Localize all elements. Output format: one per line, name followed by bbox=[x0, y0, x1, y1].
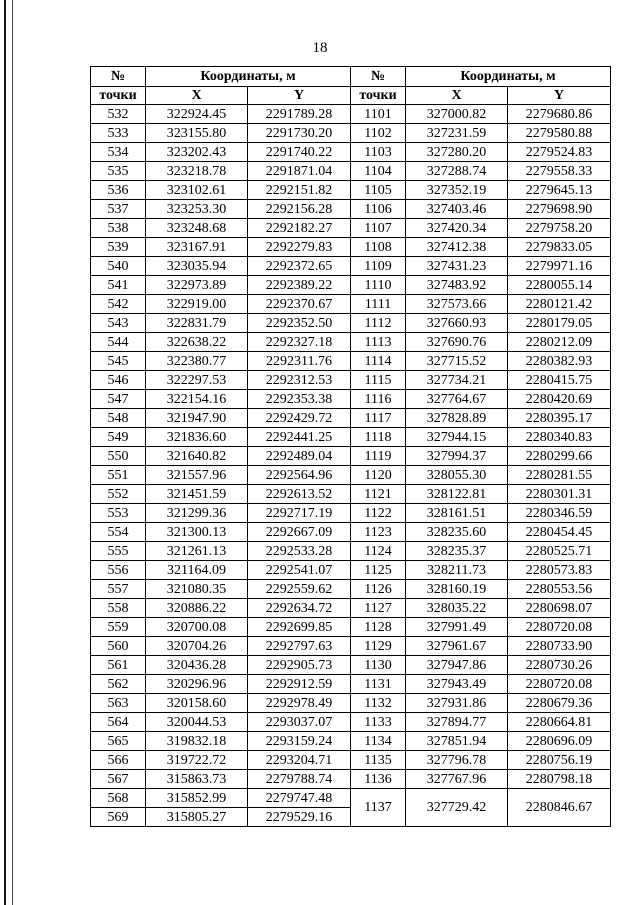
x-value: 322973.89 bbox=[146, 276, 248, 295]
point-number: 545 bbox=[91, 352, 146, 371]
x-value: 327961.67 bbox=[406, 637, 508, 656]
x-value: 323167.91 bbox=[146, 238, 248, 257]
y-value: 2292717.19 bbox=[248, 504, 351, 523]
table-row bbox=[91, 105, 611, 124]
table-body bbox=[91, 105, 611, 827]
x-value: 327412.38 bbox=[406, 238, 508, 257]
y-value: 2280299.66 bbox=[508, 447, 611, 466]
point-number: 1104 bbox=[351, 162, 406, 181]
y-value: 2292441.25 bbox=[248, 428, 351, 447]
point-number: 1119 bbox=[351, 447, 406, 466]
point-number: 554 bbox=[91, 523, 146, 542]
point-number: 1102 bbox=[351, 124, 406, 143]
point-number: 544 bbox=[91, 333, 146, 352]
point-number: 1131 bbox=[351, 675, 406, 694]
x-value: 328235.37 bbox=[406, 542, 508, 561]
x-value: 321080.35 bbox=[146, 580, 248, 599]
y-value: 2280846.67 bbox=[508, 789, 611, 827]
x-value: 327994.37 bbox=[406, 447, 508, 466]
y-value: 2279580.88 bbox=[508, 124, 611, 143]
y-value: 2279680.86 bbox=[508, 105, 611, 124]
y-value: 2292389.22 bbox=[248, 276, 351, 295]
x-value: 322919.00 bbox=[146, 295, 248, 314]
x-value: 315863.73 bbox=[146, 770, 248, 789]
point-number: 1126 bbox=[351, 580, 406, 599]
x-value: 322638.22 bbox=[146, 333, 248, 352]
point-number: 566 bbox=[91, 751, 146, 770]
y-value: 2292370.67 bbox=[248, 295, 351, 314]
y-value: 2292372.65 bbox=[248, 257, 351, 276]
y-value: 2280346.59 bbox=[508, 504, 611, 523]
table-row bbox=[91, 599, 611, 618]
x-value: 327288.74 bbox=[406, 162, 508, 181]
y-value: 2280573.83 bbox=[508, 561, 611, 580]
x-value: 321164.09 bbox=[146, 561, 248, 580]
y-value: 2292634.72 bbox=[248, 599, 351, 618]
x-value: 328035.22 bbox=[406, 599, 508, 618]
y-value: 2293159.24 bbox=[248, 732, 351, 751]
table-row bbox=[91, 751, 611, 770]
x-value: 327991.49 bbox=[406, 618, 508, 637]
x-value: 328122.81 bbox=[406, 485, 508, 504]
x-value: 323218.78 bbox=[146, 162, 248, 181]
point-number-header-left: № bbox=[91, 67, 146, 87]
point-number: 555 bbox=[91, 542, 146, 561]
y-value: 2292429.72 bbox=[248, 409, 351, 428]
y-value: 2280301.31 bbox=[508, 485, 611, 504]
y-value: 2292352.50 bbox=[248, 314, 351, 333]
point-number: 1106 bbox=[351, 200, 406, 219]
table-row bbox=[91, 352, 611, 371]
point-number: 1115 bbox=[351, 371, 406, 390]
table-row bbox=[91, 219, 611, 238]
point-number: 1132 bbox=[351, 694, 406, 713]
table-subheader-row bbox=[91, 87, 611, 105]
x-value: 327796.78 bbox=[406, 751, 508, 770]
table-row bbox=[91, 295, 611, 314]
x-value: 323248.68 bbox=[146, 219, 248, 238]
y-value: 2280055.14 bbox=[508, 276, 611, 295]
x-value: 321300.13 bbox=[146, 523, 248, 542]
y-value: 2292905.73 bbox=[248, 656, 351, 675]
coordinates-table bbox=[90, 66, 611, 827]
x-value: 321947.90 bbox=[146, 409, 248, 428]
point-number: 1114 bbox=[351, 352, 406, 371]
x-value: 315805.27 bbox=[146, 808, 248, 827]
point-number: 537 bbox=[91, 200, 146, 219]
table-row bbox=[91, 523, 611, 542]
point-number: 1121 bbox=[351, 485, 406, 504]
point-number: 1107 bbox=[351, 219, 406, 238]
x-value: 327767.96 bbox=[406, 770, 508, 789]
y-value: 2280698.07 bbox=[508, 599, 611, 618]
y-value: 2279524.83 bbox=[508, 143, 611, 162]
y-value: 2280720.08 bbox=[508, 675, 611, 694]
point-number: 549 bbox=[91, 428, 146, 447]
point-number: 1123 bbox=[351, 523, 406, 542]
y-value: 2280730.26 bbox=[508, 656, 611, 675]
x-header-right: X bbox=[406, 87, 508, 105]
point-number: 541 bbox=[91, 276, 146, 295]
x-value: 323253.30 bbox=[146, 200, 248, 219]
table-row bbox=[91, 694, 611, 713]
y-value: 2280179.05 bbox=[508, 314, 611, 333]
x-value: 321557.96 bbox=[146, 466, 248, 485]
x-value: 327483.92 bbox=[406, 276, 508, 295]
y-value: 2292559.62 bbox=[248, 580, 351, 599]
point-number: 532 bbox=[91, 105, 146, 124]
x-value: 323202.43 bbox=[146, 143, 248, 162]
table-row bbox=[91, 143, 611, 162]
point-label-right: точки bbox=[351, 87, 406, 105]
table-row bbox=[91, 561, 611, 580]
x-value: 320436.28 bbox=[146, 656, 248, 675]
table-row bbox=[91, 789, 611, 808]
y-value: 2292613.52 bbox=[248, 485, 351, 504]
table-row bbox=[91, 257, 611, 276]
table-row bbox=[91, 276, 611, 295]
x-header-left: X bbox=[146, 87, 248, 105]
y-value: 2292151.82 bbox=[248, 181, 351, 200]
point-number: 548 bbox=[91, 409, 146, 428]
x-value: 327420.34 bbox=[406, 219, 508, 238]
table-row bbox=[91, 409, 611, 428]
x-value: 327231.59 bbox=[406, 124, 508, 143]
point-number: 538 bbox=[91, 219, 146, 238]
y-value: 2292699.85 bbox=[248, 618, 351, 637]
table-row bbox=[91, 656, 611, 675]
point-number: 561 bbox=[91, 656, 146, 675]
table-row bbox=[91, 181, 611, 200]
y-value: 2280121.42 bbox=[508, 295, 611, 314]
table-row bbox=[91, 333, 611, 352]
y-value: 2280798.18 bbox=[508, 770, 611, 789]
point-number: 1128 bbox=[351, 618, 406, 637]
point-number: 557 bbox=[91, 580, 146, 599]
point-number: 1110 bbox=[351, 276, 406, 295]
point-number: 1135 bbox=[351, 751, 406, 770]
point-number: 1117 bbox=[351, 409, 406, 428]
point-number: 546 bbox=[91, 371, 146, 390]
point-number: 550 bbox=[91, 447, 146, 466]
x-value: 323035.94 bbox=[146, 257, 248, 276]
x-value: 321451.59 bbox=[146, 485, 248, 504]
y-value: 2280415.75 bbox=[508, 371, 611, 390]
table-row bbox=[91, 447, 611, 466]
point-number: 1118 bbox=[351, 428, 406, 447]
y-value: 2291871.04 bbox=[248, 162, 351, 181]
y-value: 2291730.20 bbox=[248, 124, 351, 143]
table-row bbox=[91, 371, 611, 390]
table-row bbox=[91, 675, 611, 694]
x-value: 327947.86 bbox=[406, 656, 508, 675]
y-value: 2279558.33 bbox=[508, 162, 611, 181]
y-value: 2293204.71 bbox=[248, 751, 351, 770]
table-row bbox=[91, 428, 611, 447]
scan-edge-line bbox=[12, 0, 13, 905]
point-number: 1112 bbox=[351, 314, 406, 333]
x-value: 327828.89 bbox=[406, 409, 508, 428]
y-value: 2280679.36 bbox=[508, 694, 611, 713]
x-value: 322924.45 bbox=[146, 105, 248, 124]
coordinates-header-right: Координаты, м bbox=[406, 67, 611, 87]
x-value: 327660.93 bbox=[406, 314, 508, 333]
x-value: 328211.73 bbox=[406, 561, 508, 580]
point-number: 559 bbox=[91, 618, 146, 637]
y-value: 2292353.38 bbox=[248, 390, 351, 409]
point-number: 1103 bbox=[351, 143, 406, 162]
x-value: 320296.96 bbox=[146, 675, 248, 694]
x-value: 323102.61 bbox=[146, 181, 248, 200]
point-number: 560 bbox=[91, 637, 146, 656]
point-number: 1137 bbox=[351, 789, 406, 827]
y-value: 2292797.63 bbox=[248, 637, 351, 656]
x-value: 323155.80 bbox=[146, 124, 248, 143]
y-value: 2292311.76 bbox=[248, 352, 351, 371]
table-row bbox=[91, 162, 611, 181]
y-value: 2279971.16 bbox=[508, 257, 611, 276]
table-row bbox=[91, 200, 611, 219]
point-number: 547 bbox=[91, 390, 146, 409]
table-row bbox=[91, 238, 611, 257]
x-value: 320044.53 bbox=[146, 713, 248, 732]
x-value: 321836.60 bbox=[146, 428, 248, 447]
y-value: 2280382.93 bbox=[508, 352, 611, 371]
y-value: 2280696.09 bbox=[508, 732, 611, 751]
y-value: 2292533.28 bbox=[248, 542, 351, 561]
table-row bbox=[91, 732, 611, 751]
y-value: 2279758.20 bbox=[508, 219, 611, 238]
y-value: 2280664.81 bbox=[508, 713, 611, 732]
point-number: 1113 bbox=[351, 333, 406, 352]
x-value: 321299.36 bbox=[146, 504, 248, 523]
point-number: 1122 bbox=[351, 504, 406, 523]
point-number: 534 bbox=[91, 143, 146, 162]
y-value: 2280395.17 bbox=[508, 409, 611, 428]
y-value: 2292564.96 bbox=[248, 466, 351, 485]
x-value: 319722.72 bbox=[146, 751, 248, 770]
table-row bbox=[91, 124, 611, 143]
point-number: 540 bbox=[91, 257, 146, 276]
x-value: 322297.53 bbox=[146, 371, 248, 390]
y-value: 2292489.04 bbox=[248, 447, 351, 466]
y-value: 2292327.18 bbox=[248, 333, 351, 352]
point-number: 1134 bbox=[351, 732, 406, 751]
point-number: 1130 bbox=[351, 656, 406, 675]
y-value: 2280212.09 bbox=[508, 333, 611, 352]
x-value: 327894.77 bbox=[406, 713, 508, 732]
y-value: 2279747.48 bbox=[248, 789, 351, 808]
point-number: 556 bbox=[91, 561, 146, 580]
x-value: 321261.13 bbox=[146, 542, 248, 561]
x-value: 315852.99 bbox=[146, 789, 248, 808]
x-value: 327000.82 bbox=[406, 105, 508, 124]
y-value: 2280420.69 bbox=[508, 390, 611, 409]
point-number: 1108 bbox=[351, 238, 406, 257]
y-header-right: Y bbox=[508, 87, 611, 105]
point-number: 1120 bbox=[351, 466, 406, 485]
x-value: 328235.60 bbox=[406, 523, 508, 542]
x-value: 320700.08 bbox=[146, 618, 248, 637]
point-number: 567 bbox=[91, 770, 146, 789]
x-value: 327943.49 bbox=[406, 675, 508, 694]
y-value: 2292312.53 bbox=[248, 371, 351, 390]
y-value: 2292279.83 bbox=[248, 238, 351, 257]
y-value: 2292541.07 bbox=[248, 561, 351, 580]
x-value: 322380.77 bbox=[146, 352, 248, 371]
x-value: 327431.23 bbox=[406, 257, 508, 276]
x-value: 320886.22 bbox=[146, 599, 248, 618]
point-number: 1125 bbox=[351, 561, 406, 580]
point-number: 1101 bbox=[351, 105, 406, 124]
y-value: 2279788.74 bbox=[248, 770, 351, 789]
point-number: 533 bbox=[91, 124, 146, 143]
y-value: 2279833.05 bbox=[508, 238, 611, 257]
x-value: 320704.26 bbox=[146, 637, 248, 656]
table-row bbox=[91, 580, 611, 599]
x-value: 328160.19 bbox=[406, 580, 508, 599]
point-number: 1109 bbox=[351, 257, 406, 276]
y-header-left: Y bbox=[248, 87, 351, 105]
x-value: 327280.20 bbox=[406, 143, 508, 162]
x-value: 327403.46 bbox=[406, 200, 508, 219]
table-row bbox=[91, 542, 611, 561]
x-value: 327715.52 bbox=[406, 352, 508, 371]
x-value: 319832.18 bbox=[146, 732, 248, 751]
y-value: 2280454.45 bbox=[508, 523, 611, 542]
x-value: 321640.82 bbox=[146, 447, 248, 466]
point-label-left: точки bbox=[91, 87, 146, 105]
point-number: 542 bbox=[91, 295, 146, 314]
point-number: 1127 bbox=[351, 599, 406, 618]
x-value: 327729.42 bbox=[406, 789, 508, 827]
point-number: 536 bbox=[91, 181, 146, 200]
y-value: 2292667.09 bbox=[248, 523, 351, 542]
point-number: 1129 bbox=[351, 637, 406, 656]
point-number: 1136 bbox=[351, 770, 406, 789]
y-value: 2291789.28 bbox=[248, 105, 351, 124]
y-value: 2279645.13 bbox=[508, 181, 611, 200]
x-value: 327573.66 bbox=[406, 295, 508, 314]
point-number: 539 bbox=[91, 238, 146, 257]
x-value: 322154.16 bbox=[146, 390, 248, 409]
point-number: 1124 bbox=[351, 542, 406, 561]
x-value: 327764.67 bbox=[406, 390, 508, 409]
x-value: 328161.51 bbox=[406, 504, 508, 523]
y-value: 2280720.08 bbox=[508, 618, 611, 637]
x-value: 328055.30 bbox=[406, 466, 508, 485]
page-number: 18 bbox=[312, 40, 328, 56]
x-value: 327734.21 bbox=[406, 371, 508, 390]
coordinates-header-left: Координаты, м bbox=[146, 67, 351, 87]
y-value: 2280756.19 bbox=[508, 751, 611, 770]
table-header-row bbox=[91, 67, 611, 87]
x-value: 322831.79 bbox=[146, 314, 248, 333]
table-row bbox=[91, 504, 611, 523]
point-number: 551 bbox=[91, 466, 146, 485]
point-number: 563 bbox=[91, 694, 146, 713]
y-value: 2292156.28 bbox=[248, 200, 351, 219]
point-number: 535 bbox=[91, 162, 146, 181]
point-number: 543 bbox=[91, 314, 146, 333]
x-value: 327944.15 bbox=[406, 428, 508, 447]
y-value: 2280553.56 bbox=[508, 580, 611, 599]
table-row bbox=[91, 390, 611, 409]
point-number: 558 bbox=[91, 599, 146, 618]
point-number: 569 bbox=[91, 808, 146, 827]
y-value: 2279698.90 bbox=[508, 200, 611, 219]
point-number: 1116 bbox=[351, 390, 406, 409]
x-value: 327851.94 bbox=[406, 732, 508, 751]
y-value: 2280281.55 bbox=[508, 466, 611, 485]
x-value: 327352.19 bbox=[406, 181, 508, 200]
y-value: 2292182.27 bbox=[248, 219, 351, 238]
y-value: 2279529.16 bbox=[248, 808, 351, 827]
point-number: 562 bbox=[91, 675, 146, 694]
point-number: 1105 bbox=[351, 181, 406, 200]
y-value: 2280340.83 bbox=[508, 428, 611, 447]
x-value: 327931.86 bbox=[406, 694, 508, 713]
table-row bbox=[91, 485, 611, 504]
table-row bbox=[91, 637, 611, 656]
point-number: 553 bbox=[91, 504, 146, 523]
y-value: 2292912.59 bbox=[248, 675, 351, 694]
y-value: 2291740.22 bbox=[248, 143, 351, 162]
point-number: 568 bbox=[91, 789, 146, 808]
x-value: 327690.76 bbox=[406, 333, 508, 352]
point-number: 1111 bbox=[351, 295, 406, 314]
x-value: 320158.60 bbox=[146, 694, 248, 713]
point-number: 564 bbox=[91, 713, 146, 732]
table-row bbox=[91, 466, 611, 485]
table-row bbox=[91, 770, 611, 789]
scan-edge-line bbox=[4, 0, 6, 905]
y-value: 2292978.49 bbox=[248, 694, 351, 713]
point-number-header-right: № bbox=[351, 67, 406, 87]
y-value: 2280733.90 bbox=[508, 637, 611, 656]
y-value: 2280525.71 bbox=[508, 542, 611, 561]
point-number: 1133 bbox=[351, 713, 406, 732]
table-row bbox=[91, 314, 611, 333]
table-row bbox=[91, 713, 611, 732]
y-value: 2293037.07 bbox=[248, 713, 351, 732]
point-number: 552 bbox=[91, 485, 146, 504]
point-number: 565 bbox=[91, 732, 146, 751]
table-row bbox=[91, 618, 611, 637]
